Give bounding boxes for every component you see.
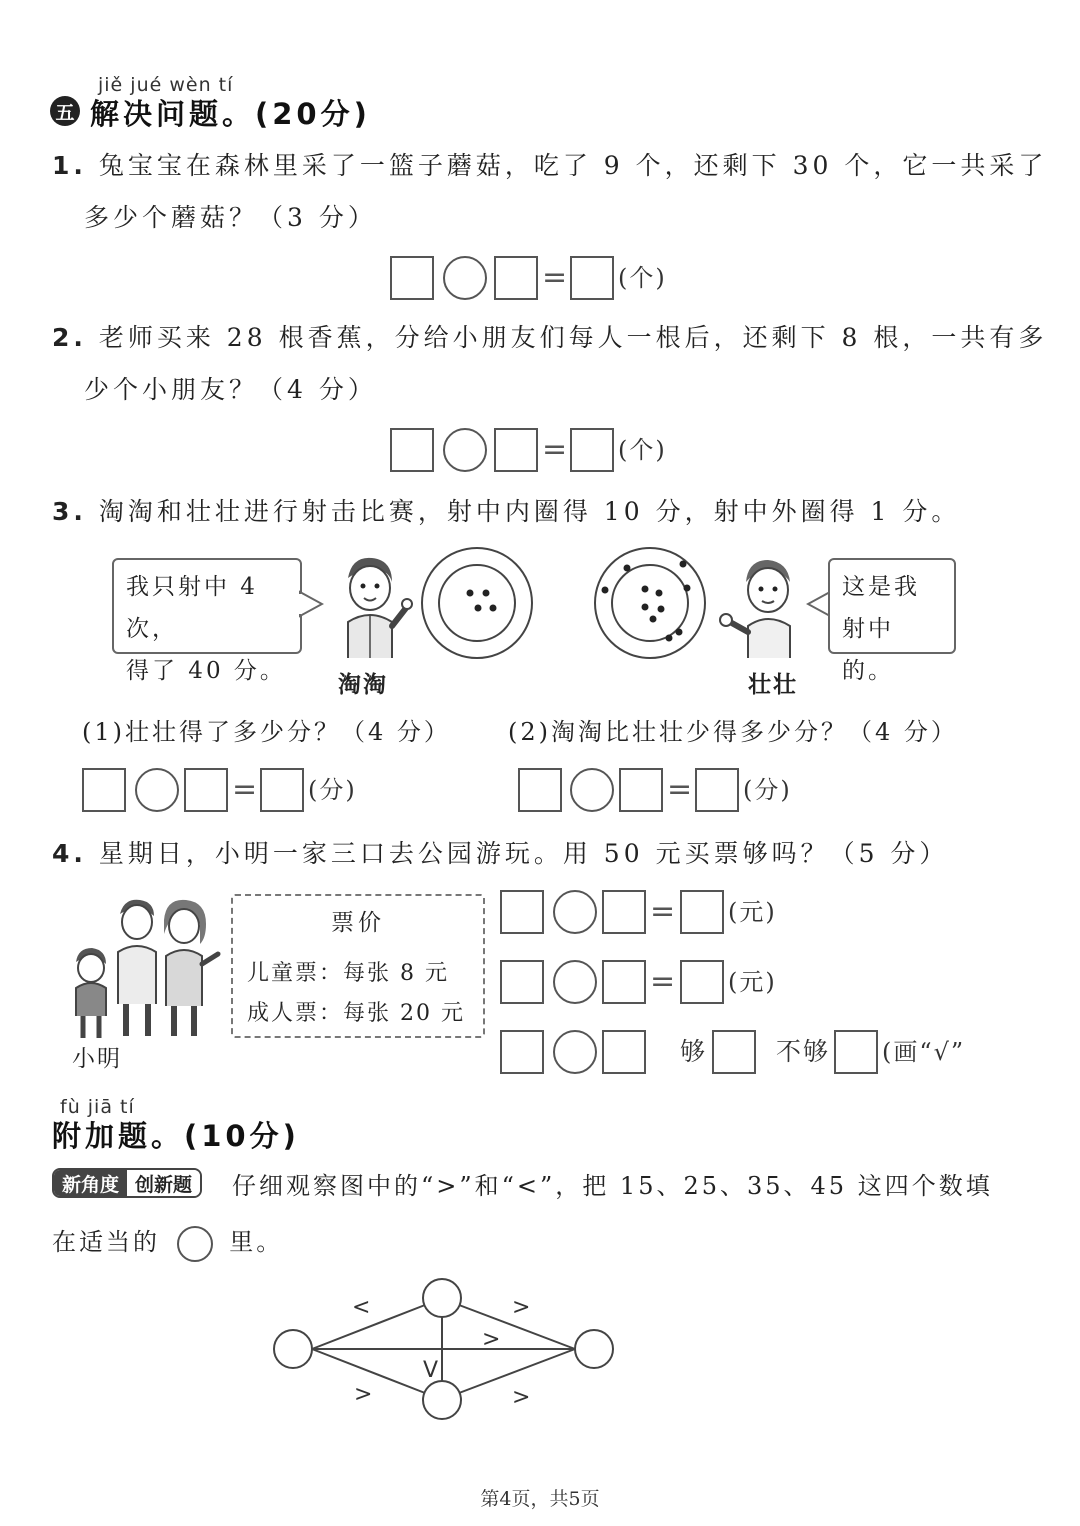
question-1-number: 1. (52, 151, 87, 180)
operator-circle[interactable] (553, 1030, 597, 1074)
operator-circle[interactable] (443, 256, 487, 300)
ticket-adult-price: 成人票：每张 20 元 (247, 1001, 465, 1026)
symbol-vertical: V (423, 1358, 439, 1383)
speech-bubble-taotao (112, 558, 302, 684)
question-3-sub2: (2)淘淘比壮壮少得多少分？（4 分） (508, 718, 958, 746)
operator-circle[interactable] (570, 768, 614, 812)
symbol-center: > (482, 1327, 501, 1352)
symbol-bottom-left: > (354, 1382, 373, 1407)
question-2-text: 老师买来 28 根香蕉，分给小朋友们每人一根后，还剩下 8 根，一共有多 (98, 323, 1048, 352)
equals-sign: = (542, 260, 568, 295)
question-3-number: 3. (52, 497, 87, 526)
ticket-title: 票价 (331, 910, 385, 936)
answer-box[interactable] (619, 768, 663, 812)
bonus-pinyin: fù jiā tí (60, 1096, 135, 1118)
answer-box[interactable] (260, 768, 304, 812)
inequality-diagram (260, 1270, 620, 1430)
answer-box[interactable] (494, 428, 538, 472)
diagram-circle-left (274, 1330, 312, 1368)
check-hint: (画“√” (882, 1038, 966, 1066)
answer-box[interactable] (602, 890, 646, 934)
symbol-top-left: < (352, 1295, 371, 1320)
question-1-line2: 多少个蘑菇？（3 分） (84, 203, 377, 232)
answer-box[interactable] (494, 256, 538, 300)
equals-sign: = (667, 772, 693, 807)
operator-circle[interactable] (553, 960, 597, 1004)
question-3-line1 (52, 492, 960, 528)
unit-label: (个) (618, 436, 667, 464)
bonus-text-part-a: 在适当的 (52, 1228, 160, 1256)
ticket-child-price: 儿童票：每张 8 元 (247, 961, 449, 986)
answer-box[interactable] (500, 960, 544, 1004)
speech-bubble-zhuangzhuang (828, 558, 956, 684)
diagram-circle-right (575, 1330, 613, 1368)
answer-box[interactable] (680, 890, 724, 934)
answer-box[interactable] (570, 428, 614, 472)
innovation-tag (52, 1168, 202, 1198)
question-2-line2: 少个小朋友？（4 分） (84, 375, 377, 404)
tag-innovation: 创新题 (127, 1170, 200, 1196)
question-3-text: 淘淘和壮壮进行射击比赛，射中内圈得 10 分，射中外圈得 1 分。 (98, 497, 961, 526)
diagram-circle-top (423, 1279, 461, 1317)
circle-inline-icon (177, 1226, 213, 1262)
equals-sign: = (542, 432, 568, 467)
boy-zhuangzhuang-icon (712, 552, 812, 660)
answer-box[interactable] (570, 256, 614, 300)
symbol-bottom-right: > (512, 1385, 531, 1410)
answer-box[interactable] (500, 890, 544, 934)
answer-box[interactable] (518, 768, 562, 812)
symbol-top-right: > (512, 1295, 531, 1320)
answer-box[interactable] (184, 768, 228, 812)
unit-label: (分) (308, 776, 357, 804)
name-xiaoming: 小明 (72, 1046, 122, 1072)
answer-box[interactable] (680, 960, 724, 1004)
answer-box[interactable] (695, 768, 739, 812)
section-title: 解决问题。(20分) (90, 97, 371, 131)
unit-label: (个) (618, 264, 667, 292)
unit-label: (元) (728, 898, 777, 926)
unit-label: (元) (728, 968, 777, 996)
operator-circle[interactable] (553, 890, 597, 934)
bonus-title: 附加题。(10分) (52, 1119, 300, 1153)
question-4-text: 星期日，小明一家三口去公园游玩。用 50 元买票够吗？（5 分） (98, 839, 949, 868)
answer-box[interactable] (390, 256, 434, 300)
section-number-badge: 五 (50, 96, 80, 126)
equals-sign: = (650, 894, 676, 929)
answer-box[interactable] (390, 428, 434, 472)
shot-dot (483, 590, 490, 597)
family-icon (68, 894, 228, 1044)
boy-taotao-icon (318, 550, 418, 660)
bubble-text-line1: 这是我 (842, 574, 920, 600)
question-2-line1 (52, 318, 1047, 354)
bubble-text-line2: 得了 40 分。 (126, 658, 286, 684)
answer-box[interactable] (82, 768, 126, 812)
question-1-line1 (52, 146, 1047, 182)
unit-label: (分) (743, 776, 792, 804)
shot-dot (467, 590, 474, 597)
question-3-sub1: (1)壮壮得了多少分？（4 分） (82, 718, 451, 746)
shot-dot (490, 605, 497, 612)
question-1-text: 兔宝宝在森林里采了一篮子蘑菇，吃了 9 个，还剩下 30 个，它一共采了 (98, 151, 1048, 180)
not-enough-label: 不够 (776, 1037, 831, 1066)
bubble-text-line1: 我只射中 4 次， (126, 574, 258, 642)
bubble-text-line2: 射中的。 (842, 616, 894, 684)
name-taotao: 淘淘 (338, 672, 388, 698)
answer-box[interactable] (602, 960, 646, 1004)
shot-dot (475, 605, 482, 612)
question-4-line1 (52, 834, 948, 870)
answer-box[interactable] (602, 1030, 646, 1074)
operator-circle[interactable] (443, 428, 487, 472)
enough-checkbox[interactable] (712, 1030, 756, 1074)
ticket-price-box (231, 894, 485, 1038)
bonus-text-line2 (52, 1222, 283, 1262)
question-2-number: 2. (52, 323, 87, 352)
question-4-number: 4. (52, 839, 87, 868)
not-enough-checkbox[interactable] (834, 1030, 878, 1074)
enough-label: 够 (680, 1037, 708, 1066)
diagram-circle-bottom (423, 1381, 461, 1419)
equals-sign: = (650, 964, 676, 999)
section-pinyin: jiě jué wèn tí (98, 74, 234, 96)
name-zhuangzhuang: 壮壮 (748, 672, 798, 698)
operator-circle[interactable] (135, 768, 179, 812)
target-taotao (420, 546, 534, 660)
answer-box[interactable] (500, 1030, 544, 1074)
bonus-text-line1: 仔细观察图中的“>”和“<”，把 15、25、35、45 这四个数填 (232, 1172, 993, 1200)
page-footer: 第4页，共5页 (480, 1488, 600, 1510)
tag-new-angle: 新角度 (54, 1170, 127, 1196)
bonus-text-part-b: 里。 (229, 1228, 284, 1256)
target-zhuangzhuang (593, 546, 707, 660)
equals-sign: = (232, 772, 258, 807)
